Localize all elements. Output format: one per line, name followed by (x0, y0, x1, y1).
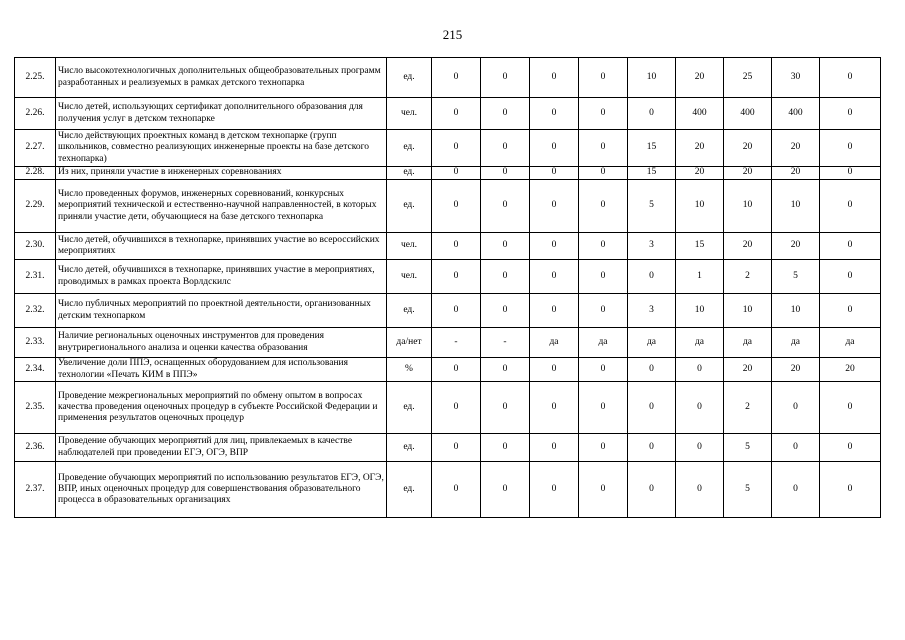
value-cell: 0 (579, 167, 628, 180)
value-cell: 0 (530, 167, 579, 180)
value-cell: 0 (579, 98, 628, 130)
row-number: 2.30. (15, 233, 56, 260)
row-number: 2.33. (15, 328, 56, 358)
value-cell: 0 (481, 294, 530, 328)
unit-cell: чел. (387, 260, 432, 294)
value-cell: 30 (772, 58, 820, 98)
value-cell: 400 (772, 98, 820, 130)
value-cell: да (579, 328, 628, 358)
row-number: 2.29. (15, 180, 56, 233)
value-cell: 0 (579, 382, 628, 434)
value-cell: 0 (432, 462, 481, 518)
value-cell: 0 (432, 382, 481, 434)
table-row (15, 382, 881, 434)
table-row (15, 328, 881, 358)
value-cell: 20 (772, 130, 820, 167)
unit-cell: ед. (387, 434, 432, 462)
indicator-description: Число проведенных форумов, инженерных соревнований, конкурсных мероприятий технической и естественно-научной направленностей, в которых приняли участие дети, обучающиеся на базе детского технопарка (56, 180, 387, 233)
value-cell: 3 (628, 294, 676, 328)
value-cell: 2 (724, 260, 772, 294)
value-cell: 0 (530, 130, 579, 167)
indicator-description: Число детей, использующих сертификат дополнительного образования для получения услуг в детском технопарке (56, 98, 387, 130)
unit-cell: чел. (387, 233, 432, 260)
value-cell: 0 (432, 58, 481, 98)
value-cell: 0 (579, 233, 628, 260)
table-row (15, 180, 881, 233)
value-cell: 0 (530, 294, 579, 328)
value-cell: 0 (530, 180, 579, 233)
indicator-description: Число высокотехнологичных дополнительных общеобразовательных программ разработанных и реализуемых в рамках детского технопарка (56, 58, 387, 98)
value-cell: 0 (481, 58, 530, 98)
indicator-description: Из них, приняли участие в инженерных соревнованиях (56, 167, 387, 180)
row-number: 2.37. (15, 462, 56, 518)
value-cell: 20 (676, 130, 724, 167)
value-cell: - (481, 328, 530, 358)
value-cell: 0 (579, 260, 628, 294)
value-cell: 0 (432, 180, 481, 233)
value-cell: 5 (628, 180, 676, 233)
row-number: 2.26. (15, 98, 56, 130)
value-cell: 20 (820, 358, 881, 382)
value-cell: да (820, 328, 881, 358)
value-cell: 20 (772, 233, 820, 260)
value-cell: 0 (676, 382, 724, 434)
value-cell: 15 (628, 167, 676, 180)
value-cell: да (676, 328, 724, 358)
value-cell: 0 (579, 358, 628, 382)
table-row (15, 462, 881, 518)
indicator-description: Число детей, обучившихся в технопарке, принявших участие в мероприятиях, проводимых в рамках проекта Ворлдскилс (56, 260, 387, 294)
indicator-description: Увеличение доли ППЭ, оснащенных оборудованием для использования технологии «Печать КИМ в ППЭ» (56, 358, 387, 382)
value-cell: 0 (432, 358, 481, 382)
value-cell: 0 (628, 434, 676, 462)
value-cell: 0 (772, 434, 820, 462)
value-cell: 0 (481, 98, 530, 130)
indicator-description: Число публичных мероприятий по проектной деятельности, организованных детским технопарком (56, 294, 387, 328)
unit-cell: ед. (387, 462, 432, 518)
unit-cell: ед. (387, 58, 432, 98)
value-cell: 0 (820, 294, 881, 328)
value-cell: 3 (628, 233, 676, 260)
value-cell: 0 (481, 180, 530, 233)
unit-cell: чел. (387, 98, 432, 130)
indicator-description: Проведение обучающих мероприятий по использованию результатов ЕГЭ, ОГЭ, ВПР, иных оценочных процедур для совершенствования образовательного процесса в образовательных организациях (56, 462, 387, 518)
value-cell: 0 (628, 358, 676, 382)
value-cell: 25 (724, 58, 772, 98)
value-cell: 0 (530, 358, 579, 382)
value-cell: 10 (676, 294, 724, 328)
indicator-description: Проведение обучающих мероприятий для лиц, привлекаемых в качестве наблюдателей при проведении ЕГЭ, ОГЭ, ВПР (56, 434, 387, 462)
value-cell: 0 (432, 130, 481, 167)
value-cell: 20 (724, 233, 772, 260)
value-cell: 0 (579, 434, 628, 462)
value-cell: 20 (772, 358, 820, 382)
value-cell: 0 (530, 260, 579, 294)
table-row (15, 260, 881, 294)
value-cell: 0 (772, 382, 820, 434)
value-cell: - (432, 328, 481, 358)
table-row (15, 98, 881, 130)
unit-cell: ед. (387, 382, 432, 434)
value-cell: 10 (676, 180, 724, 233)
value-cell: 0 (579, 294, 628, 328)
value-cell: 10 (772, 294, 820, 328)
value-cell: 20 (724, 167, 772, 180)
value-cell: 0 (481, 358, 530, 382)
table-row (15, 434, 881, 462)
value-cell: 0 (530, 382, 579, 434)
value-cell: 0 (432, 167, 481, 180)
value-cell: 0 (628, 462, 676, 518)
row-number: 2.36. (15, 434, 56, 462)
indicator-description: Проведение межрегиональных мероприятий по обмену опытом в вопросах качества проведения оценочных процедур в субъекте Российской Федерации и применения результатов оценочных процедур (56, 382, 387, 434)
value-cell: 0 (676, 358, 724, 382)
value-cell: 0 (820, 260, 881, 294)
value-cell: 20 (772, 167, 820, 180)
value-cell: 0 (481, 382, 530, 434)
table-row (15, 58, 881, 98)
value-cell: 15 (676, 233, 724, 260)
row-number: 2.28. (15, 167, 56, 180)
table-body (15, 58, 881, 518)
value-cell: 0 (432, 260, 481, 294)
page-number: 215 (442, 27, 463, 42)
value-cell: 0 (676, 434, 724, 462)
value-cell: 20 (724, 130, 772, 167)
unit-cell: % (387, 358, 432, 382)
row-number: 2.25. (15, 58, 56, 98)
value-cell: 0 (481, 167, 530, 180)
value-cell: 0 (628, 98, 676, 130)
row-number: 2.34. (15, 358, 56, 382)
row-number: 2.31. (15, 260, 56, 294)
value-cell: 0 (579, 180, 628, 233)
value-cell: 0 (530, 98, 579, 130)
value-cell: 0 (676, 462, 724, 518)
indicator-description: Наличие региональных оценочных инструментов для проведения внутрирегионального анализа и оценки качества образования (56, 328, 387, 358)
value-cell: 1 (676, 260, 724, 294)
value-cell: 0 (432, 434, 481, 462)
value-cell: 0 (530, 462, 579, 518)
value-cell: 0 (432, 294, 481, 328)
table-row (15, 358, 881, 382)
value-cell: 0 (820, 167, 881, 180)
value-cell: 0 (481, 130, 530, 167)
value-cell: 10 (772, 180, 820, 233)
value-cell: 400 (676, 98, 724, 130)
indicators-table (14, 57, 881, 518)
indicator-description: Число детей, обучившихся в технопарке, принявших участие во всероссийских мероприятиях (56, 233, 387, 260)
value-cell: 0 (481, 260, 530, 294)
value-cell: 0 (820, 233, 881, 260)
value-cell: 5 (724, 462, 772, 518)
unit-cell: да/нет (387, 328, 432, 358)
value-cell: да (772, 328, 820, 358)
table-row (15, 130, 881, 167)
value-cell: 15 (628, 130, 676, 167)
value-cell: да (530, 328, 579, 358)
unit-cell: ед. (387, 167, 432, 180)
row-number: 2.27. (15, 130, 56, 167)
value-cell: 0 (820, 434, 881, 462)
value-cell: 10 (724, 294, 772, 328)
value-cell: 10 (628, 58, 676, 98)
value-cell: 0 (579, 58, 628, 98)
value-cell: 0 (628, 382, 676, 434)
value-cell: 0 (772, 462, 820, 518)
table-row (15, 294, 881, 328)
value-cell: 0 (820, 382, 881, 434)
value-cell: 5 (724, 434, 772, 462)
value-cell: 0 (579, 130, 628, 167)
unit-cell: ед. (387, 294, 432, 328)
value-cell: 2 (724, 382, 772, 434)
value-cell: 0 (432, 233, 481, 260)
indicator-description: Число действующих проектных команд в детском технопарке (групп школьников, совместно реализующих инженерные проекты на базе детского технопарка) (56, 130, 387, 167)
value-cell: 0 (530, 434, 579, 462)
table-row (15, 233, 881, 260)
value-cell: 5 (772, 260, 820, 294)
value-cell: 0 (820, 180, 881, 233)
value-cell: 0 (481, 462, 530, 518)
unit-cell: ед. (387, 180, 432, 233)
value-cell: 400 (724, 98, 772, 130)
value-cell: 0 (820, 98, 881, 130)
value-cell: 0 (432, 98, 481, 130)
value-cell: да (724, 328, 772, 358)
value-cell: 0 (530, 233, 579, 260)
value-cell: 0 (579, 462, 628, 518)
value-cell: 20 (676, 58, 724, 98)
value-cell: 0 (820, 462, 881, 518)
value-cell: 10 (724, 180, 772, 233)
value-cell: 0 (820, 130, 881, 167)
value-cell: 0 (481, 434, 530, 462)
value-cell: 0 (820, 58, 881, 98)
value-cell: 0 (481, 233, 530, 260)
value-cell: 20 (724, 358, 772, 382)
row-number: 2.32. (15, 294, 56, 328)
table-row (15, 167, 881, 180)
value-cell: 0 (530, 58, 579, 98)
value-cell: да (628, 328, 676, 358)
value-cell: 20 (676, 167, 724, 180)
value-cell: 0 (628, 260, 676, 294)
row-number: 2.35. (15, 382, 56, 434)
unit-cell: ед. (387, 130, 432, 167)
